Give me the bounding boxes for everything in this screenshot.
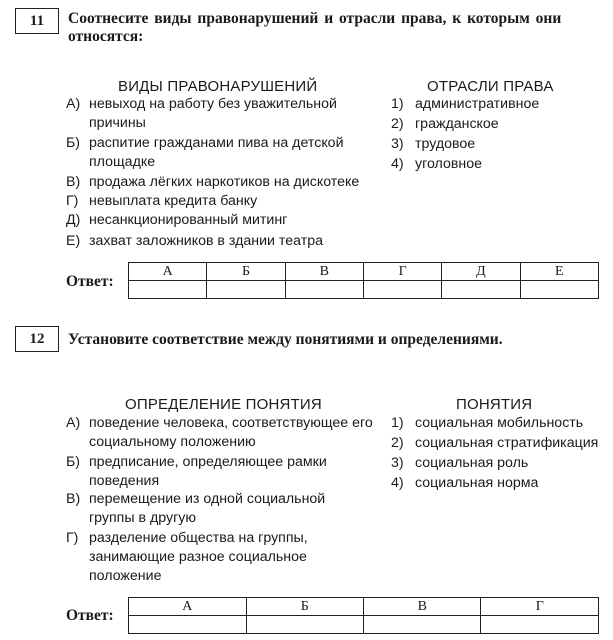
answer-column-header: Е xyxy=(520,263,598,281)
task-12-answer-label: Ответ: xyxy=(66,607,114,624)
item-text-line: социальному положению xyxy=(89,434,256,450)
task-number-11: 11 xyxy=(15,8,59,34)
item-number: 2) xyxy=(391,435,404,451)
answer-input-row xyxy=(129,616,599,634)
item-letter: Б) xyxy=(66,454,81,470)
item-text: социальная роль xyxy=(415,455,529,471)
answer-column-header: Г xyxy=(363,263,441,281)
item-letter: А) xyxy=(66,96,81,112)
answer-column-header: Б xyxy=(207,263,285,281)
answer-cell-a[interactable] xyxy=(129,281,207,299)
task-number-12: 12 xyxy=(15,326,59,352)
task-11-answer-table xyxy=(128,262,599,299)
item-text-line: перемещение из одной социальной xyxy=(89,491,326,507)
task-11-right-heading: ОТРАСЛИ ПРАВА xyxy=(427,78,554,95)
task-11-left-heading: ВИДЫ ПРАВОНАРУШЕНИЙ xyxy=(118,78,318,95)
item-text-line: захват заложников в здании театра xyxy=(89,233,323,249)
item-letter: В) xyxy=(66,174,81,190)
answer-cell-v[interactable] xyxy=(363,616,481,634)
item-text-line: поведение человека, соответствующее его xyxy=(89,415,373,431)
answer-cell-g[interactable] xyxy=(363,281,441,299)
answer-column-header: Г xyxy=(481,598,599,616)
item-number: 2) xyxy=(391,116,404,132)
item-text: гражданское xyxy=(415,116,499,132)
item-text-line: разделение общества на группы, xyxy=(89,530,308,546)
item-number: 1) xyxy=(391,415,404,431)
answer-cell-b[interactable] xyxy=(246,616,363,634)
answer-column-header: А xyxy=(129,263,207,281)
answer-column-header: А xyxy=(129,598,247,616)
item-text-line: занимающие разное социальное xyxy=(89,549,307,565)
item-letter: А) xyxy=(66,415,81,431)
task-11-question-line1: Соотнесите виды правонарушений и отрасли права, к которым они xyxy=(68,10,562,27)
answer-column-header: В xyxy=(285,263,363,281)
task-12-answer-table xyxy=(128,597,599,634)
answer-cell-e[interactable] xyxy=(520,281,598,299)
task-12-right-heading: ПОНЯТИЯ xyxy=(456,396,533,413)
answer-cell-d[interactable] xyxy=(442,281,520,299)
item-number: 3) xyxy=(391,136,404,152)
item-text: трудовое xyxy=(415,136,476,152)
item-text-line: группы в другую xyxy=(89,510,196,526)
item-number: 1) xyxy=(391,96,404,112)
item-letter: Г) xyxy=(66,530,79,546)
item-number: 4) xyxy=(391,475,404,491)
item-text-line: поведения xyxy=(89,473,160,489)
item-text-line: продажа лёгких наркотиков на дискотеке xyxy=(89,174,360,190)
task-12-question: Установите соответствие между понятиями и определениями. xyxy=(68,331,503,348)
answer-column-header: В xyxy=(363,598,481,616)
answer-header-row xyxy=(129,263,599,281)
answer-cell-b[interactable] xyxy=(207,281,285,299)
item-text: социальная мобильность xyxy=(415,415,584,431)
answer-column-header: Б xyxy=(246,598,363,616)
item-text-line: невыплата кредита банку xyxy=(89,193,258,209)
answer-cell-g[interactable] xyxy=(481,616,599,634)
task-11-question-line2: относятся: xyxy=(68,28,144,45)
item-text-line: причины xyxy=(89,115,146,131)
item-text: уголовное xyxy=(415,156,483,172)
item-number: 3) xyxy=(391,455,404,471)
item-text: социальная норма xyxy=(415,475,539,491)
task-11-answer-label: Ответ: xyxy=(66,273,114,290)
task-12-left-heading: ОПРЕДЕЛЕНИЕ ПОНЯТИЯ xyxy=(125,396,322,413)
item-letter: Б) xyxy=(66,135,81,151)
answer-column-header: Д xyxy=(442,263,520,281)
answer-header-row xyxy=(129,598,599,616)
item-text-line: несанкционированный митинг xyxy=(89,212,288,228)
item-number: 4) xyxy=(391,156,404,172)
answer-cell-v[interactable] xyxy=(285,281,363,299)
item-letter: Е) xyxy=(66,233,81,249)
item-letter: В) xyxy=(66,491,81,507)
task-11-question xyxy=(68,10,561,46)
item-text: социальная стратификация xyxy=(415,435,599,451)
item-text-line: положение xyxy=(89,568,162,584)
answer-input-row xyxy=(129,281,599,299)
item-text-line: невыход на работу без уважительной xyxy=(89,96,337,112)
item-letter: Г) xyxy=(66,193,79,209)
item-text-line: площадке xyxy=(89,154,156,170)
item-text-line: распитие гражданами пива на детской xyxy=(89,135,344,151)
item-letter: Д) xyxy=(66,212,81,228)
answer-cell-a[interactable] xyxy=(129,616,247,634)
item-text-line: предписание, определяющее рамки xyxy=(89,454,327,470)
item-text: административное xyxy=(415,96,540,112)
